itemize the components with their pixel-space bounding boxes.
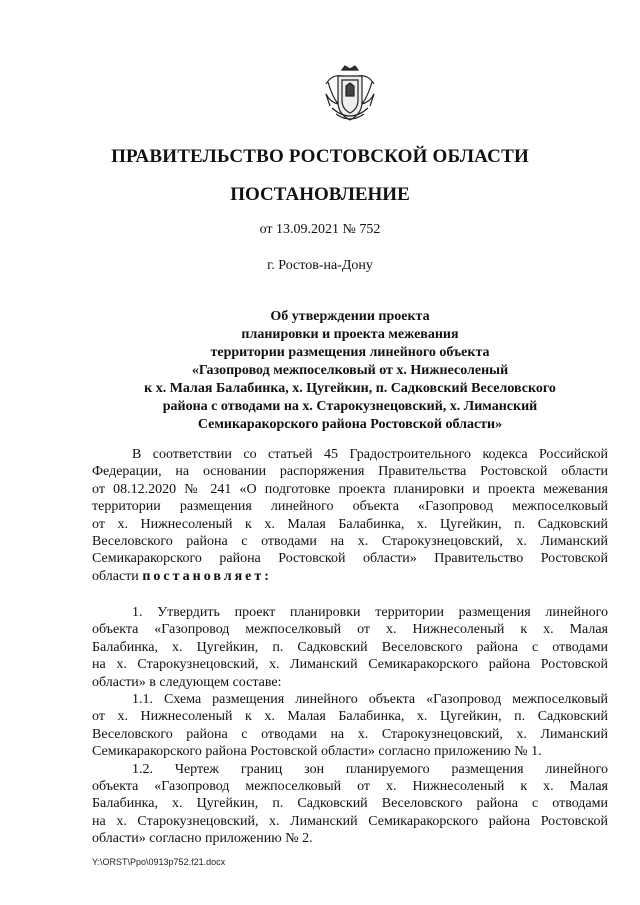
title-line: к х. Малая Балабинка, х. Цугейкин, п. Садковский Веселовского <box>144 381 556 396</box>
document-date-number: от 13.09.2021 № 752 <box>259 222 381 237</box>
decree-word: постановляет: <box>142 568 272 584</box>
file-path-footer: Y:\ORST\Ppo\0913p752.f21.docx <box>92 857 226 867</box>
item-1-2-line: на х. Старокузнецовский, х. Лиманский Семикаракорского района Ростовской <box>92 813 608 829</box>
preamble-tail: области <box>92 568 139 584</box>
paragraph-line <box>92 568 608 585</box>
paragraph-line: Семикаракорского района Ростовской области» Правительство Ростовской <box>92 551 608 567</box>
paragraph-line: территории размещения линейного объекта «Газопровод межпоселковый <box>92 499 608 515</box>
item-1-line: объекта «Газопровод межпоселковый от х. Нижнесоленый к х. Малая <box>92 622 608 638</box>
document-title <box>92 308 608 434</box>
title-line: Об утверждении проекта <box>270 309 430 324</box>
item-1-2-line: 1.2. Чертеж границ зон планируемого размещения линейного <box>132 761 608 777</box>
paragraph-line: от 08.12.2020 № 241 «О подготовке проекта планировки и проекта межевания <box>92 481 608 497</box>
title-line: территории размещения линейного объекта <box>210 345 490 360</box>
item-1-line: 1. Утвердить проект планировки территории размещения линейного <box>132 605 608 620</box>
item-1-line: Балабинка, х. Цугейкин, п. Садковский Веселовского района с отводами <box>92 639 608 655</box>
item-1-2-line: области» согласно приложению № 2. <box>92 831 313 847</box>
item-1-1-line: 1.1. Схема размещения линейного объекта «Газопровод межпоселковый <box>132 691 608 707</box>
item-1-2-line: Балабинка, х. Цугейкин, п. Садковский Веселовского района с отводами <box>92 796 608 812</box>
item-1-line: на х. Старокузнецовский, х. Лиманский Семикаракорского района Ростовской <box>92 657 608 673</box>
rostov-oblast-coat-of-arms-icon <box>318 64 382 130</box>
item-1-2-line: объекта «Газопровод межпоселковый от х. Нижнесоленый к х. Малая <box>92 778 608 794</box>
paragraph-line: В соответствии со статьей 45 Градостроительного кодекса Российской <box>132 447 608 462</box>
preamble-paragraph <box>92 446 608 585</box>
title-line: «Газопровод межпоселковый от х. Нижнесоленый <box>191 363 509 378</box>
paragraph-line: от х. Нижнесоленый к х. Малая Балабинка, х. Цугейкин, п. Садковский <box>92 516 608 532</box>
title-line: района с отводами на х. Старокузнецовский, х. Лиманский <box>162 399 538 414</box>
document-type: ПОСТАНОВЛЕНИЕ <box>230 184 410 205</box>
item-1-line: области» в следующем составе: <box>92 674 282 690</box>
item-1-1-line: Семикаракорского района Ростовской области» согласно приложению № 1. <box>92 744 542 760</box>
document-place: г. Ростов-на-Дону <box>267 258 373 273</box>
item-1-1-line: Веселовского района с отводами на х. Старокузнецовский, х. Лиманский <box>92 726 608 742</box>
title-line: Семикаракорского района Ростовской области» <box>197 417 503 432</box>
title-line: планировки и проекта межевания <box>241 327 459 342</box>
decree-items <box>92 604 608 847</box>
paragraph-line: Федерации, на основании распоряжения Правительства Ростовской области <box>92 464 608 480</box>
organization-name: ПРАВИТЕЛЬСТВО РОСТОВСКОЙ ОБЛАСТИ <box>111 146 529 167</box>
paragraph-line: Веселовского района с отводами на х. Старокузнецовский, х. Лиманский <box>92 533 608 549</box>
item-1-1-line: от х. Нижнесоленый к х. Малая Балабинка, х. Цугейкин, п. Садковский <box>92 709 608 725</box>
